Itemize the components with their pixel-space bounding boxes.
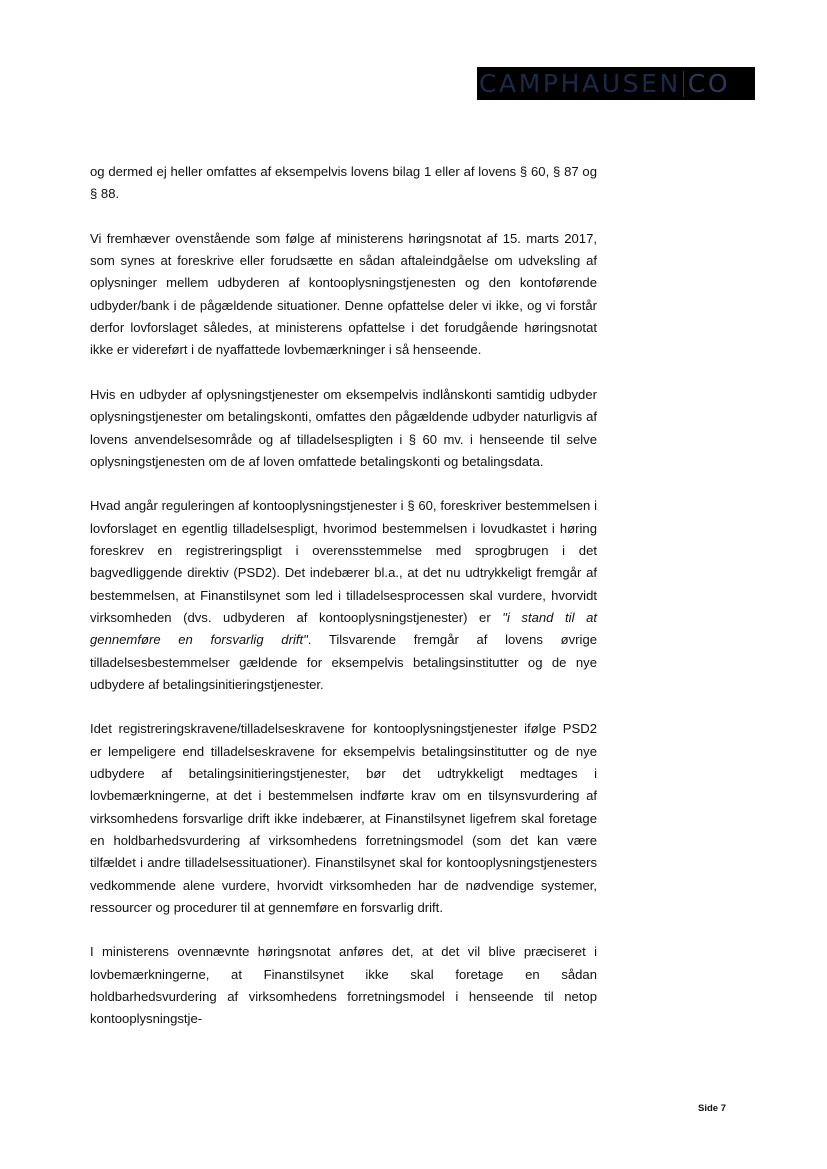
logo-separator [683,71,684,97]
logo-main-text: CAMPHAUSEN [479,69,681,98]
paragraph-4 [90,495,597,696]
paragraph-4-quote: "i stand til at gennemføre en forsvarlig drift" [90,609,597,648]
paragraph-2: Vi fremhæver ovenstående som følge af ministerens høringsnotat af 15. marts 2017, som synes at foreskrive eller forudsætte en sådan aftaleindgåelse om udveksling af oplysninger mellem udbyderen af kontooplysningstjenesten og den kontoførende udbyder/bank i de pågældende situationer. Denne opfattelse deler vi ikke, og vi forstår derfor lovforslaget således, at ministerens opfattelse i det forudgående høringsnotat ikke er videreført i de nyaffattede lovbemærkninger i så henseende. [90,230,597,358]
company-logo [477,67,755,100]
paragraph-4-text-b: . Tilsvarende fremgår af lovens øvrige tilladelsesbestemmelser gældende for eksempelvis betalingsinstitutter og de nye udbydere af betalingsinitieringstjenester. [90,632,598,692]
document-body [90,161,597,1053]
logo-suffix-text: CO [687,69,731,98]
paragraph-4-text-a: Hvad angår reguleringen af kontooplysningstjenester i § 60, foreskriver bestemmelsen i lovforslaget en egentlig tilladelsespligt, hvorimod bestemmelsen i lovudkastet i høring foreskrev en registreringspligt i overensstemmelse med sprogbrugen i det bagvedliggende direktiv (PSD2). Det indebærer bl.a., at det nu udtrykkeligt fremgår af bestemmelsen, at Finanstilsynet som led i tilladelsesprocessen skal vurdere, hvorvidt virksomheden (dvs. udbyderen af kontooplysningstjenester) er [90,498,597,625]
paragraph-1: og dermed ej heller omfattes af eksempelvis lovens bilag 1 eller af lovens § 60, § 87 og § 88. [90,164,597,202]
paragraph-6: I ministerens ovennævnte høringsnotat anføres det, at det vil blive præciseret i lovbemærkningerne, at Finanstilsynet ikke skal foretage en sådan holdbarhedsvurdering af virksomhedens forretningsmodel i henseende til netop kontooplysningstje- [90,944,597,1027]
paragraph-3: Hvis en udbyder af oplysningstjenester om eksempelvis indlånskonti samtidig udbyder oplysningstjenester om betalingskonti, omfattes den pågældende udbyder naturligvis af lovens anvendelsesområde og af tilladelsespligten i § 60 mv. i henseende til selve oplysningstjenesten om de af loven omfattede betalingskonti og betalingsdata. [90,386,597,469]
page-number: Side 7 [698,1103,726,1114]
paragraph-5: Idet registreringskravene/tilladelseskravene for kontooplysningstjenester ifølge PSD2 er lempeligere end tilladelseskravene for eksempelvis betalingsinstitutter og de nye udbydere af betalingsinitieringstjenester, bør det udtrykkeligt medtages i lovbemærkningerne, at det i bestemmelsen indførte krav om en tilsynsvurdering af virksomhedens forsvarlige drift ikke indebærer, at Finanstilsynet ligefrem skal foretage en holdbarhedsvurdering af virksomhedens forretningsmodel (som det kan være tilfældet i andre tilladelsessituationer). Finanstilsynet skal for kontooplysningstjenesters vedkommende alene vurdere, hvorvidt virksomheden har de nødvendige systemer, ressourcer og procedurer til at gennemføre en forsvarlig drift. [90,721,597,915]
